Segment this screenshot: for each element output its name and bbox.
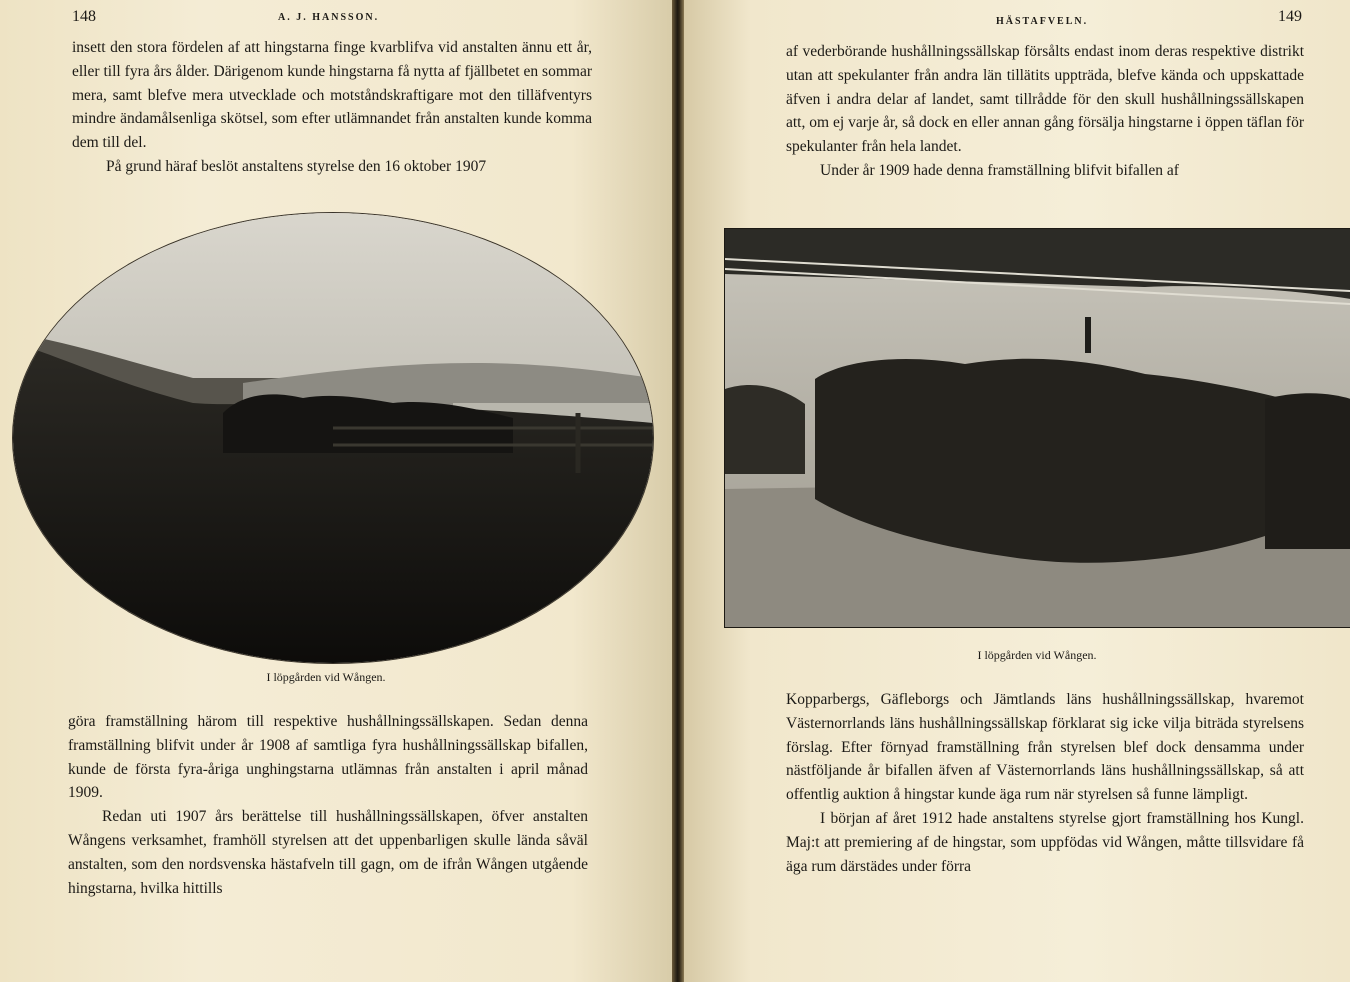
- running-head-left: A. J. HANSSON.: [278, 12, 380, 23]
- page-number-left: 148: [72, 8, 96, 25]
- paragraph: I början af året 1912 hade anstaltens styrelse gjort framställning hos Kungl. Maj:t att premiering af de hingstar, som uppfödas vid Wången, måtte tillsvidare få äga rum därstädes under förra: [786, 809, 1304, 875]
- figure-caption-right: I löpgården vid Wången.: [977, 648, 1097, 662]
- figure-caption-left: I löpgården vid Wången.: [266, 670, 386, 684]
- paragraph: Redan uti 1907 års berättelse till hushållningssällskapen, öfver anstalten Wångens verksamhet, framhöll styrelsen att det uppenbarligen skulle lända såväl anstalten, som den nordsvenska hästafveln till gagn, om de ifrån Wången utgående hingstarna, hvilka hittills: [68, 808, 588, 897]
- left-text-top: [72, 36, 592, 179]
- book-gutter: [672, 0, 684, 982]
- paragraph: af vederbörande hushållningssällskap försålts endast inom deras respektive distrikt utan att spekulanter från andra län tillätits uppträda, blefve kända och uppskattade äfven i andra delar af landet, samt tillrådde för den skull hushållningssällskapen att, om ej varje år, så dock en eller annan gång försälja hingstarne i öppen täflan för spekulanter från hela landet.: [786, 43, 1304, 156]
- horses-in-paddock-image: [725, 229, 1350, 627]
- paragraph: göra framställning härom till respektive hushållningssällskapen. Sedan denna framställning blifvit under år 1908 af samtliga fyra hushållningssällskap bifallen, kunde de första fyra-åriga unghingstarna utlämnas från anstalten i april månad 1909.: [68, 713, 588, 802]
- photo-horses-in-paddock: [724, 228, 1350, 628]
- paragraph: Under år 1909 hade denna framställning blifvit bifallen af: [820, 161, 1179, 179]
- photo-horses-by-lake: [12, 212, 654, 664]
- right-text-bottom: [786, 688, 1304, 878]
- left-text-bottom: [68, 710, 588, 900]
- left-page: [0, 0, 672, 982]
- paragraph: På grund häraf beslöt anstaltens styrelse den 16 oktober 1907: [106, 157, 487, 175]
- page-number-right: 149: [1278, 8, 1302, 25]
- paragraph: Kopparbergs, Gäfleborgs och Jämtlands läns hushållningssällskap, hvaremot Västernorrlands läns hushållningssällskap förklarat sig icke vilja biträda styrelsens förslag. Efter förnyad framställning från styrelsen blef dock densamma under nästföljande år bifallen äfven af Västernorrlands läns hushållningssällskap, så att offentlig auktion å hingstar kunde äga rum när styrelsen så funne lämpligt.: [786, 691, 1304, 804]
- horses-by-lake-image: [13, 213, 653, 663]
- running-head-right: HÄSTAFVELN.: [996, 16, 1089, 27]
- paragraph: insett den stora fördelen af att hingstarna finge kvarblifva vid anstalten ännu ett år, eller till fyra års ålder. Därigenom kunde hingstarna få nytta af fjällbetet en sommar mera, samt blefve mera utvecklade och motståndskraftigare mot den tilläfventyrs mindre ändamålsenliga skötsel, som efter utlämnandet från anstalten kunde komma dem till del.: [72, 39, 592, 152]
- right-page: [684, 0, 1350, 982]
- right-text-top: [786, 40, 1304, 183]
